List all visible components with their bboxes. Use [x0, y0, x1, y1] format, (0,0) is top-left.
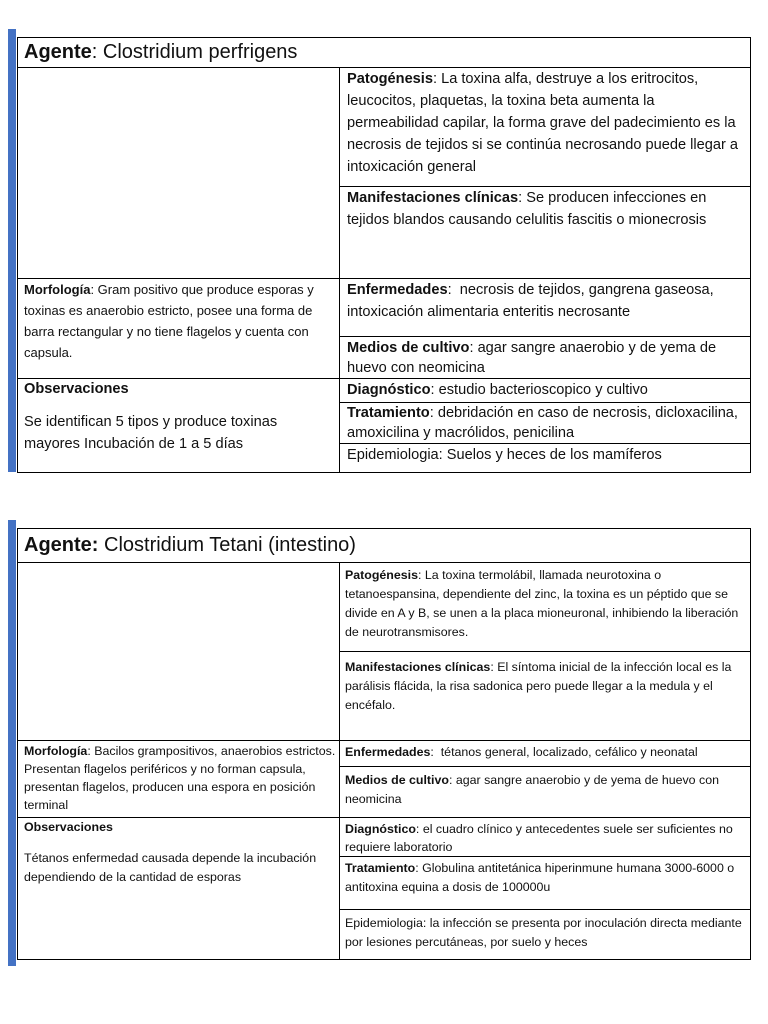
- enfermedades-text: tétanos general, localizado, cefálico y neonatal: [440, 745, 698, 759]
- epidemiologia-cell: [347, 444, 747, 472]
- diagnostico-label: Diagnóstico: [347, 382, 431, 398]
- medios-label: Medios de cultivo: [345, 773, 449, 787]
- morfologia-cell: Morfología: Gram positivo que produce esporas y toxinas es anaerobio estricto, posee una forma de barra rectangular y no tiene flagelos y cuenta con capsula.: [24, 282, 314, 360]
- patogenesis-text: La toxina alfa, destruye a los eritrocitos, leucocitos, plaquetas, la toxina beta aumenta la permeabilidad capilar, la forma grave del padecimiento es la necrosis de tejidos si se continúa necrosando puede llegar a intoxicación general: [347, 71, 739, 175]
- manifestaciones-text: El síntoma inicial de la infección local es la parálisis flácida, la risa sadonica pero puede llegar a la medula y el encéfalo.: [345, 660, 732, 712]
- manifestaciones-label: Manifestaciones clínicas: [347, 190, 519, 206]
- agent-name: Clostridium Tetani (intestino): [104, 534, 356, 556]
- tratamiento-text: debridación en caso de necrosis, dicloxacilina, amoxicilina y macrólidos, penicilina: [347, 405, 738, 441]
- diagnostico-text: el cuadro clínico y antecedentes suele ser suficientes no requiere laboratorio: [345, 822, 733, 854]
- patogenesis-cell: Patogénesis: La toxina termolábil, llamada neurotoxina o tetanoespansina, dependiente del zinc, la toxina es un péptido que se divide en A y B, se unen a la placa mioneuronal, inhibiendo la liberación de neurotransmisores.: [345, 568, 739, 639]
- agent-name: Clostridium perfrigens: [102, 41, 298, 63]
- card-clostridium-perfrigens: [8, 29, 752, 472]
- manifestaciones-cell: Manifestaciones clínicas: Se producen infecciones en tejidos blandos causando celulitis fascitis o mionecrosis: [347, 190, 707, 228]
- epidemiologia-text: Epidemiologia: la infección se presenta por inoculación directa mediante por lesiones percutáneas, por suelo y heces: [345, 916, 742, 949]
- observaciones-text: Se identifican 5 tipos y produce toxinas mayores Incubación de 1 a 5 días: [24, 414, 278, 452]
- enfermedades-label: Enfermedades: [345, 745, 431, 759]
- tratamiento-label: Tratamiento: [345, 861, 416, 875]
- agent-title: [18, 529, 750, 563]
- tratamiento-cell: Tratamiento: Globulina antitetánica hiperinmune humana 3000-6000 o antitoxina equina a dosis de 100000u: [345, 861, 735, 894]
- enfermedades-cell: Enfermedades: necrosis de tejidos, gangrena gaseosa, intoxicación alimentaria enteritis necrosante: [347, 282, 714, 320]
- epidemiologia-text: Epidemiologia: Suelos y heces de los mamíferos: [347, 447, 662, 463]
- diagnostico-cell: Diagnóstico: el cuadro clínico y antecedentes suele ser suficientes no requiere laboratorio: [345, 822, 733, 854]
- card-clostridium-tetani: [8, 520, 752, 966]
- manifestaciones-text: Se producen infecciones en tejidos blandos causando celulitis fascitis o mionecrosis: [347, 190, 707, 228]
- agent-table: [17, 37, 751, 473]
- agent-label: Agente: [24, 41, 92, 63]
- medios-cell: Medios de cultivo: agar sangre anaerobio y de yema de huevo con neomicina: [347, 340, 717, 376]
- medios-text: agar sangre anaerobio y de yema de huevo con neomicina: [345, 773, 719, 806]
- observaciones-cell: [24, 818, 336, 959]
- enfermedades-text: necrosis de tejidos, gangrena gaseosa, intoxicación alimentaria enteritis necrosante: [347, 282, 714, 320]
- agent-label: Agente:: [24, 534, 99, 556]
- manifestaciones-cell: Manifestaciones clínicas: El síntoma inicial de la infección local es la parálisis flácida, la risa sadonica pero puede llegar a la medula y el encéfalo.: [345, 660, 732, 712]
- morfologia-text: Gram positivo que produce esporas y toxinas es anaerobio estricto, posee una forma de barra rectangular y no tiene flagelos y cuenta con capsula.: [24, 282, 314, 360]
- morfologia-text: Bacilos grampositivos, anaerobios estrictos. Presentan flagelos periféricos y no forman capsula, presentan flagelos, producen una espora en posición terminal: [24, 744, 336, 812]
- observaciones-text: Tétanos enfermedad causada depende la incubación dependiendo de la cantidad de esporas: [24, 851, 317, 884]
- agent-table: [17, 528, 751, 960]
- tratamiento-label: Tratamiento: [347, 405, 430, 421]
- diagnostico-cell: Diagnóstico: estudio bacterioscopico y cultivo: [347, 382, 648, 398]
- medios-text: agar sangre anaerobio y de yema de huevo con neomicina: [347, 340, 717, 376]
- diagnostico-label: Diagnóstico: [345, 822, 416, 836]
- morfologia-cell: Morfología: Bacilos grampositivos, anaerobios estrictos. Presentan flagelos periféricos y no forman capsula, presentan flagelos, producen una espora en posición terminal: [24, 744, 336, 812]
- accent-bar: [8, 29, 16, 472]
- manifestaciones-label: Manifestaciones clínicas: [345, 660, 491, 674]
- observaciones-label: Observaciones: [24, 381, 129, 397]
- observaciones-cell: [24, 379, 336, 472]
- patogenesis-label: Patogénesis: [345, 568, 418, 582]
- accent-bar: [8, 520, 16, 966]
- diagnostico-text: estudio bacterioscopico y cultivo: [438, 382, 648, 398]
- observaciones-label: Observaciones: [24, 820, 113, 834]
- enfermedades-cell: Enfermedades: tétanos general, localizado, cefálico y neonatal: [345, 745, 698, 759]
- patogenesis-label: Patogénesis: [347, 71, 433, 87]
- medios-cell: Medios de cultivo: agar sangre anaerobio y de yema de huevo con neomicina: [345, 773, 719, 806]
- tratamiento-text: Globulina antitetánica hiperinmune humana 3000-6000 o antitoxina equina a dosis de 100000u: [345, 861, 735, 894]
- epidemiologia-cell: [345, 910, 747, 959]
- morfologia-label: Morfología: [24, 282, 91, 297]
- patogenesis-text: La toxina termolábil, llamada neurotoxina o tetanoespansina, dependiente del zinc, la toxina es un péptido que se divide en A y B, se unen a la placa mioneuronal, inhibiendo la liberación de neurotransmisores.: [345, 568, 739, 639]
- morfologia-label: Morfología: [24, 744, 88, 758]
- tratamiento-cell: Tratamiento: debridación en caso de necrosis, dicloxacilina, amoxicilina y macrólidos, penicilina: [347, 405, 738, 441]
- medios-label: Medios de cultivo: [347, 340, 470, 356]
- patogenesis-cell: Patogénesis: La toxina alfa, destruye a los eritrocitos, leucocitos, plaquetas, la toxina beta aumenta la permeabilidad capilar, la forma grave del padecimiento es la necrosis de tejidos si se continúa necrosando puede llegar a intoxicación general: [347, 71, 739, 175]
- agent-title: Agente : Clostridium perfrigens: [18, 38, 750, 68]
- enfermedades-label: Enfermedades: [347, 282, 448, 298]
